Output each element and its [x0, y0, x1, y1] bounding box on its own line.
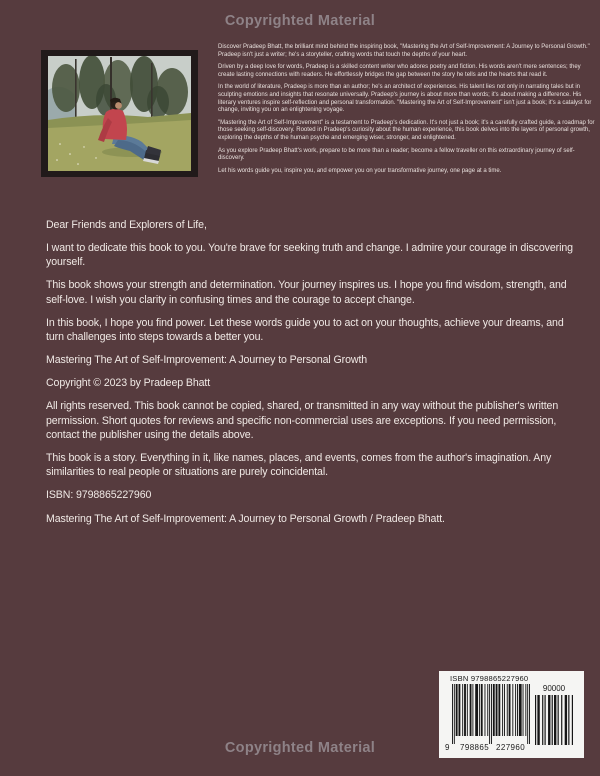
bio-paragraph: "Mastering the Art of Self-Improvement" is a testament to Pradeep's dedication. It's not just a book; it's a carefully crafted guide, a roadmap for those seeking self-discovery. Rooted in Pradeep's curiosity about the human experience, this book delves into the layers of personal growth, exploring the depths of the human psyche and emerging wiser, stronger, and enlightened.: [218, 119, 595, 141]
ean13-barcode-bars: [452, 684, 530, 744]
author-photo: [41, 50, 198, 177]
dedication-paragraph: In this book, I hope you find power. Let these words guide you to act on your thoughts, achieve your dreams, and turn challenges into steps towards a better you.: [46, 316, 564, 343]
isbn-line: ISBN: 9798865227960: [46, 489, 152, 502]
bio-paragraph: Driven by a deep love for words, Pradeep is a skilled content writer who adores poetry and fiction. His words aren't mere sentences; they create lasting connections with readers. He effortlessly bridges the gap between the story he tells and the hearts that read it.: [218, 64, 581, 78]
barcode-digit-first: 9: [445, 743, 450, 752]
dedication-salutation: Dear Friends and Explorers of Life,: [46, 219, 207, 231]
author-bio-block: [218, 44, 597, 180]
disclaimer-paragraph: This book is a story. Everything in it, like names, places, and events, comes from the author's imagination. Any similarities to real people or situations are purely coincidental.: [46, 451, 552, 479]
bio-paragraph: As you explore Pradeep Bhatt's work, prepare to be more than a reader; become a fellow traveller on this extraordinary journey of self-discovery.: [218, 147, 575, 162]
barcode-isbn-label: ISBN 9798865227960: [450, 674, 529, 683]
bio-paragraph: In the world of literature, Pradeep is more than an author; he's an architect of experiences. His talent lies not only in narrating tales but in sculpting emotions and insights that resonate universally. Pradeep's journey is about more than words; it's about making a difference. His literary ventures inspire self-reflection and personal transformation. "Mastering the Art of Self-Improvement" isn't just a book; it's a catalyst for change, inviting you on an enlightening voyage.: [218, 84, 592, 114]
copyright-line: Copyright © 2023 by Pradeep Bhatt: [46, 377, 211, 390]
dedication-paragraph: This book shows your strength and determination. Your journey inspires us. I hope you find wisdom, strength, and self-love. I wish you clarity in confusing times and the courage to accept change.: [46, 279, 567, 306]
copyrighted-material-bottom: Copyrighted Material: [224, 740, 376, 756]
ean5-addon-bars: [535, 695, 573, 745]
copyrighted-material-top: Copyrighted Material: [224, 13, 376, 29]
dedication-paragraph: I want to dedicate this book to you. You're brave for seeking truth and change. I admire your courage in discovering yourself.: [46, 241, 573, 269]
bio-paragraph: Let his words guide you, inspire you, and empower you on your transformative journey, one page at a time.: [218, 167, 502, 174]
barcode-price-code: 90000: [542, 684, 566, 693]
barcode-digit-group1: 798865: [460, 743, 490, 752]
author-photo-illustration: [48, 56, 191, 171]
dedication-block: [46, 218, 574, 535]
rights-paragraph: All rights reserved. This book cannot be copied, shared, or transmitted in any way without the publisher's written permission. Short quotes for reviews and specific non-commercial uses are exceptions. If you need permission, contact the publisher using the details above.: [46, 400, 559, 441]
book-title-line: Mastering The Art of Self-Improvement: A Journey to Personal Growth: [46, 353, 368, 366]
barcode-digit-group2: 227960: [496, 743, 526, 752]
bio-paragraph: Discover Pradeep Bhatt, the brilliant mind behind the inspiring book, "Mastering the Art of Self-Improvement: A Journey to Personal Growth." Pradeep isn't just a writer; he's a storyteller, crafting words that touch the depths of your heart.: [218, 44, 590, 58]
citation-line: Mastering The Art of Self-Improvement: A Journey to Personal Growth / Pradeep Bhatt.: [46, 512, 445, 525]
